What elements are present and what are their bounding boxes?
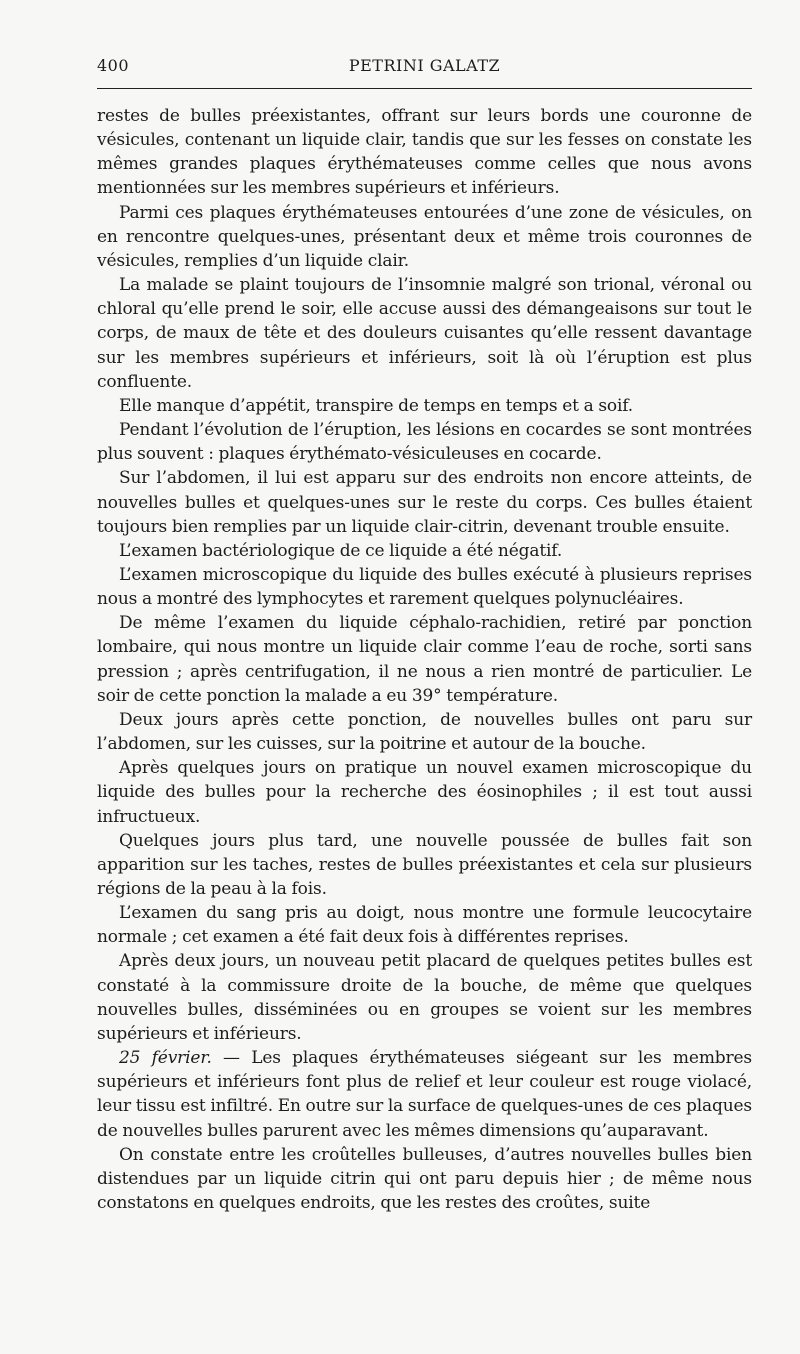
paragraph: De même l’examen du liquide céphalo-rachidien, retiré par ponction lombaire, qui nous montre un liquide clair comme l’eau de roche, sorti sans pression ; après centrifugation, il ne nous a rien montré de particulier. Le soir de cette ponction la malade a eu 39° température. <box>97 613 752 706</box>
page-number: 400 <box>97 56 130 75</box>
paragraph: L’examen bactériologique de ce liquide a été négatif. <box>119 540 563 561</box>
page-header <box>97 56 752 82</box>
paragraph: L’examen du sang pris au doigt, nous montre une formule leucocytaire normale ; cet examen a été fait deux fois à différentes reprises. <box>97 903 752 948</box>
paragraph: L’examen microscopique du liquide des bulles exécuté à plusieurs reprises nous a montré des lymphocytes et rarement quelques polynucléaires. <box>97 564 752 610</box>
header-rule <box>97 88 752 89</box>
paragraph-continued: restes de bulles préexistantes, offrant sur leurs bords une couronne de vésicules, contenant un liquide clair, tandis que sur les fesses on constate les mêmes grandes plaques érythémateuses comme celles que nous avons mentionnées sur les membres supérieurs et inférieurs. <box>97 106 752 199</box>
running-head: PETRINI GALATZ <box>348 56 501 75</box>
paragraph: Quelques jours plus tard, une nouvelle poussée de bulles fait son apparition sur les taches, restes de bulles préexistantes et cela sur plusieurs régions de la peau à la fois. <box>97 830 752 899</box>
paragraph: La malade se plaint toujours de l’insomnie malgré son trional, véronal ou chloral qu’elle prend le soir, elle accuse aussi des démangeaisons sur tout le corps, de maux de tête et des douleurs cuisantes qu’elle ressent davantage sur les membres supérieurs et inférieurs, soit là où l’éruption est plus confluente. <box>97 275 752 392</box>
entry-text: — Les plaques érythémateuses siégeant sur les membres supérieurs et inférieurs font plus de relief et leur couleur est rouge violacé, leur tissu est infiltré. En outre sur la surface de quelques-unes de ces plaques de nouvelles bulles parurent avec les mêmes dimensions qu’auparavant. <box>97 1048 752 1141</box>
paragraph: Deux jours après cette ponction, de nouvelles bulles ont paru sur l’abdomen, sur les cuisses, sur la poitrine et autour de la bouche. <box>97 709 752 755</box>
entry-date: 25 février. <box>119 1048 212 1069</box>
paragraph: Parmi ces plaques érythémateuses entourées d’une zone de vésicules, on en rencontre quelques-unes, présentant deux et même trois couronnes de vésicules, remplies d’un liquide clair. <box>97 202 752 271</box>
paragraph: Sur l’abdomen, il lui est apparu sur des endroits non encore atteints, de nouvelles bulles et quelques-unes sur le reste du corps. Ces bulles étaient toujours bien remplies par un liquide clair-citrin, devenant trouble ensuite. <box>97 468 752 537</box>
paragraph: Elle manque d’appétit, transpire de temps en temps et a soif. <box>119 395 634 416</box>
paragraph: Pendant l’évolution de l’éruption, les lésions en cocardes se sont montrées plus souvent : plaques érythémato-vésiculeuses en cocarde. <box>97 420 752 465</box>
paragraph: Après deux jours, un nouveau petit placard de quelques petites bulles est constaté à la commissure droite de la bouche, de même que quelques nouvelles bulles, disséminées ou en groupes se voient sur les membres supérieurs et inférieurs. <box>97 951 752 1044</box>
paragraph-last: On constate entre les croûtelles bulleuses, d’autres nouvelles bulles bien distendues par un liquide citrin qui ont paru depuis hier ; de même nous constatons en quelques endroits, que les restes des croûtes, suite <box>97 1144 752 1214</box>
paragraph: Après quelques jours on pratique un nouvel examen microscopique du liquide des bulles pour la recherche des éosinophiles ; il est tout aussi infructueux. <box>97 758 752 827</box>
dated-paragraph <box>97 1046 752 1143</box>
body-text <box>97 104 752 1215</box>
